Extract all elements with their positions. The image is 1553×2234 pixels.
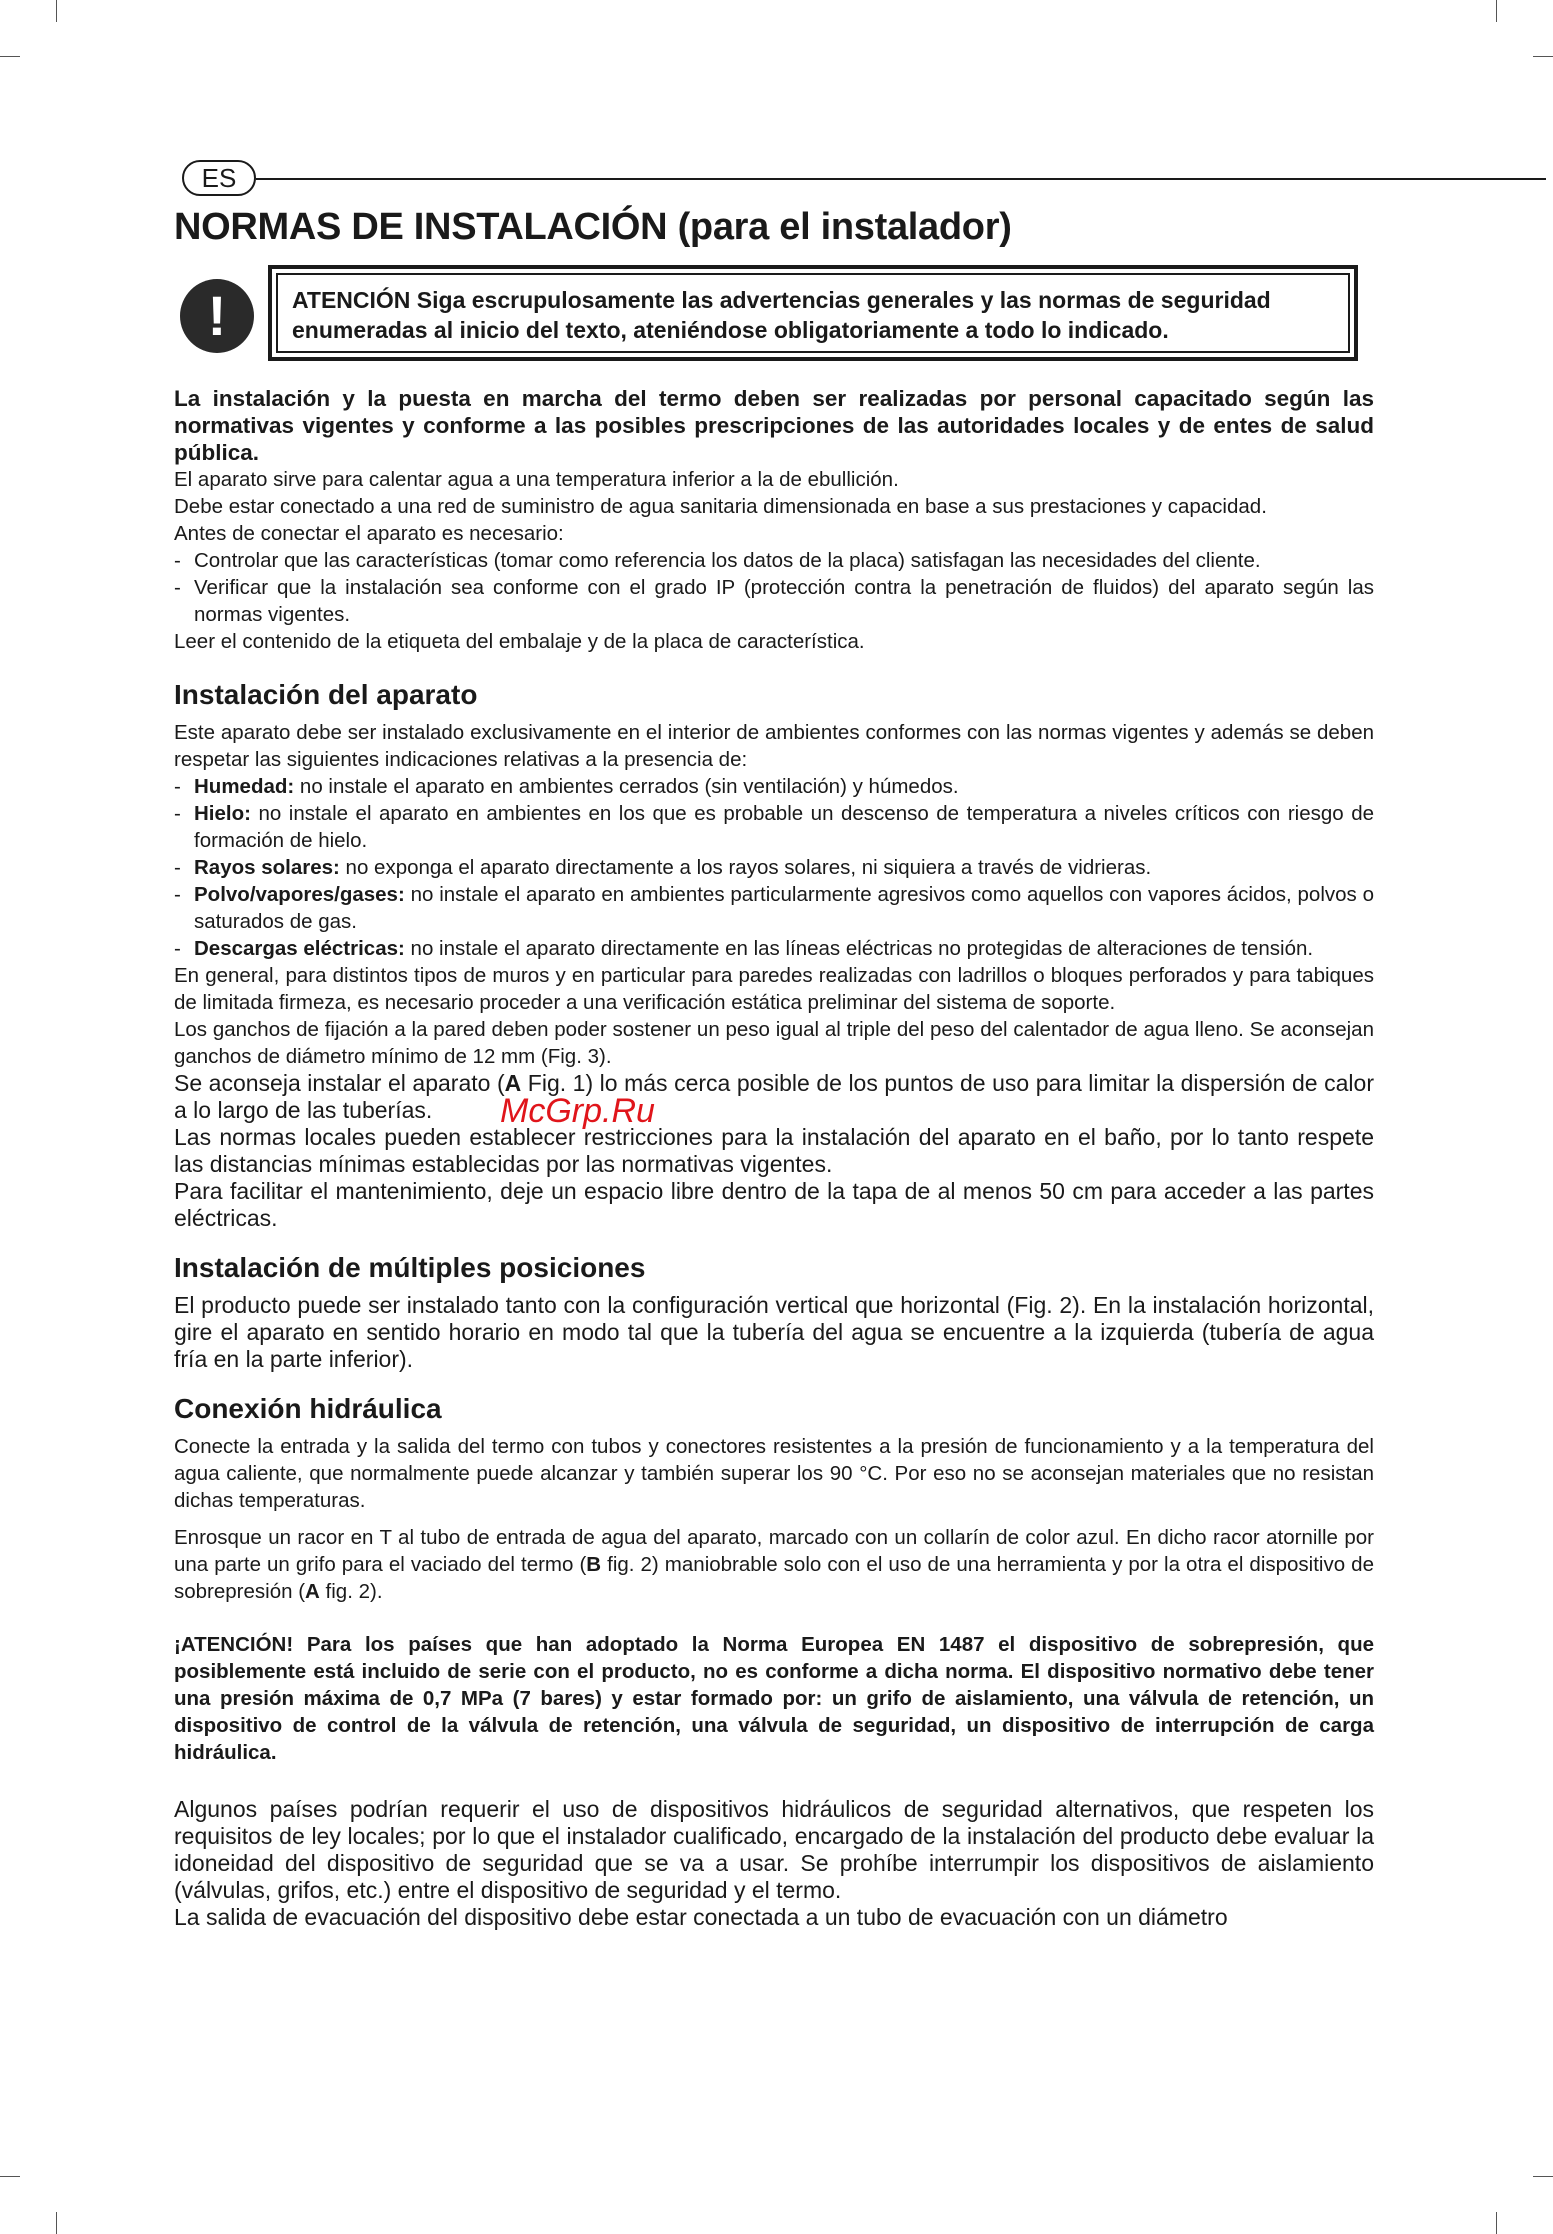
- list-term: Humedad:: [194, 775, 295, 798]
- crop-mark: [1496, 2212, 1497, 2234]
- list-term: Polvo/vapores/gases:: [194, 883, 405, 906]
- hydro-p2: [174, 1524, 1374, 1605]
- section-heading-multi: Instalación de múltiples posiciones: [174, 1252, 646, 1283]
- hydro-p1: Conecte la entrada y la salida del termo con tubos y conectores resistentes a la presión de funcionamiento y a la temperatura del agua caliente, que normalmente puede alcanzar y también superar los 90 °C. Por eso no se aconsejan materiales que no resistan dichas temperaturas.: [174, 1435, 1374, 1512]
- list-term: Rayos solares:: [194, 856, 340, 879]
- section-heading-hydro: Conexión hidráulica: [174, 1393, 442, 1424]
- page-title: NORMAS DE INSTALACIÓN (para el instalador): [174, 206, 1012, 248]
- install-p1: Este aparato debe ser instalado exclusivamente en el interior de ambientes conformes con las normas vigentes y además se deben respetar las siguientes indicaciones relativas a la presencia de:: [174, 721, 1374, 771]
- install-p5: Las normas locales pueden establecer restricciones para la instalación del aparato en el baño, por lo tanto respete las distancias mínimas establecidas por las normativas vigentes.: [174, 1124, 1374, 1177]
- language-badge: ES: [182, 160, 256, 196]
- text-run: fig. 2).: [319, 1580, 383, 1603]
- list-text: no instale el aparato en ambientes cerrados (sin ventilación) y húmedos.: [294, 775, 959, 798]
- text-run: Se aconseja instalar el aparato (: [174, 1070, 505, 1096]
- crop-mark: [56, 0, 57, 22]
- exclamation-icon: !: [180, 279, 254, 353]
- list-text: no instale el aparato directamente en las líneas eléctricas no protegidas de alteraciones de tensión.: [404, 937, 1314, 960]
- list-item: [174, 881, 1374, 935]
- crop-mark: [56, 2212, 57, 2234]
- install-p3: Los ganchos de fijación a la pared deben poder sostener un peso igual al triple del peso del calentador de agua lleno. Se aconsejan ganchos de diámetro mínimo de 12 mm (Fig. 3).: [174, 1018, 1374, 1068]
- language-header: [174, 160, 1374, 198]
- intro-p1: El aparato sirve para calentar agua a una temperatura inferior a la de ebullición.: [174, 468, 899, 491]
- list-item: [174, 935, 1374, 962]
- intro-p3: Antes de conectar el aparato es necesario:: [174, 522, 564, 545]
- hydro-warning: ¡ATENCIÓN! Para los países que han adoptado la Norma Europea EN 1487 el dispositivo de sobrepresión, que posiblemente está incluido de serie con el producto, no es conforme a dicha norma. El dispositivo normativo debe tener una presión máxima de 0,7 MPa (7 bares) y estar formado por: un grifo de aislamiento, una válvula de retención, un dispositivo de control de la válvula de retención, una válvula de seguridad, un dispositivo de interrupción de carga hidráulica.: [174, 1633, 1374, 1764]
- figure-ref: A: [305, 1580, 320, 1603]
- intro-p2: Debe estar conectado a una red de suministro de agua sanitaria dimensionada en base a sus prestaciones y capacidad.: [174, 495, 1267, 518]
- text-run: Fig. 1) lo más cerca posible de los puntos de uso para limitar la dispersión de calor a lo largo de las tuberías.: [174, 1070, 1374, 1123]
- crop-mark: [1496, 0, 1497, 22]
- list-item: [174, 854, 1374, 881]
- hydro-p4: La salida de evacuación del dispositivo debe estar conectada a un tubo de evacuación con un diámetro: [174, 1904, 1228, 1930]
- multi-p1: El producto puede ser instalado tanto con la configuración vertical que horizontal (Fig. 2). En la instalación horizontal, gire el aparato en sentido horario en modo tal que la tubería del agua se encuentre a la izquierda (tubería de agua fría en la parte inferior).: [174, 1292, 1374, 1372]
- warning-block: [174, 265, 1374, 365]
- list-term: Hielo:: [194, 802, 251, 825]
- list-text: no instale el aparato en ambientes particularmente agresivos como aquellos con vapores ácidos, polvos o saturados de gas.: [194, 883, 1374, 933]
- list-item: - Controlar que las características (tomar como referencia los datos de la placa) satisfagan las necesidades del cliente.: [174, 547, 1374, 574]
- list-item: [174, 800, 1374, 854]
- crop-mark: [0, 56, 20, 57]
- text-run: fig. 2) maniobrable solo con el uso de una herramienta y por la otra el dispositivo de sobrepresión (: [174, 1553, 1374, 1603]
- crop-mark: [1533, 56, 1553, 57]
- hydro-p3: Algunos países podrían requerir el uso de dispositivos hidráulicos de seguridad alternativos, que respeten los requisitos de ley locales; por lo que el instalador cualificado, encargado de la instalación del producto debe evaluar la idoneidad del dispositivo de seguridad que se va a usar. Se prohíbe interrumpir los dispositivos de aislamiento (válvulas, grifos, etc.) entre el dispositivo de seguridad y el termo.: [174, 1796, 1374, 1903]
- header-rule: [256, 178, 1546, 180]
- install-p2: En general, para distintos tipos de muros y en particular para paredes realizadas con ladrillos o bloques perforados y para tabiques de limitada firmeza, es necesario proceder a una verificación estática preliminar del sistema de soporte.: [174, 964, 1374, 1014]
- figure-ref: B: [586, 1553, 602, 1576]
- intro-p4: Leer el contenido de la etiqueta del embalaje y de la placa de característica.: [174, 630, 865, 653]
- list-text: no instale el aparato en ambientes en los que es probable un descenso de temperatura a niveles críticos con riesgo de formación de hielo.: [194, 802, 1374, 852]
- warning-text: ATENCIÓN Siga escrupulosamente las advertencias generales y las normas de seguridad enumeradas al inicio del texto, ateniéndose obligatoriamente a todo lo indicado.: [276, 273, 1350, 353]
- list-term: Descargas eléctricas:: [194, 937, 405, 960]
- watermark: McGrp.Ru: [500, 1092, 655, 1130]
- section-heading-install: Instalación del aparato: [174, 679, 478, 710]
- text-run: Enrosque un racor en T al tubo de entrada de agua del aparato, marcado con un collarín de color azul. En dicho racor atornille por una parte un grifo para el vaciado del termo (: [174, 1526, 1374, 1576]
- list-item: - Verificar que la instalación sea conforme con el grado IP (protección contra la penetración de fluidos) del aparato según las normas vigentes.: [174, 574, 1374, 628]
- figure-ref: A: [504, 1070, 522, 1096]
- intro-bold: La instalación y la puesta en marcha del termo deben ser realizadas por personal capacitado según las normativas vigentes y conforme a las posibles prescripciones de las autoridades locales y de entes de salud pública.: [174, 386, 1374, 465]
- document-page: [174, 160, 1374, 1931]
- warning-box: [268, 265, 1358, 361]
- crop-mark: [1533, 2176, 1553, 2177]
- crop-mark: [0, 2176, 20, 2177]
- list-item: [174, 773, 1374, 800]
- install-p4: [174, 1070, 1374, 1124]
- list-text: no exponga el aparato directamente a los rayos solares, ni siquiera a través de vidrieras.: [339, 856, 1152, 879]
- install-p6: Para facilitar el mantenimiento, deje un espacio libre dentro de la tapa de al menos 50 cm para acceder a las partes eléctricas.: [174, 1178, 1374, 1231]
